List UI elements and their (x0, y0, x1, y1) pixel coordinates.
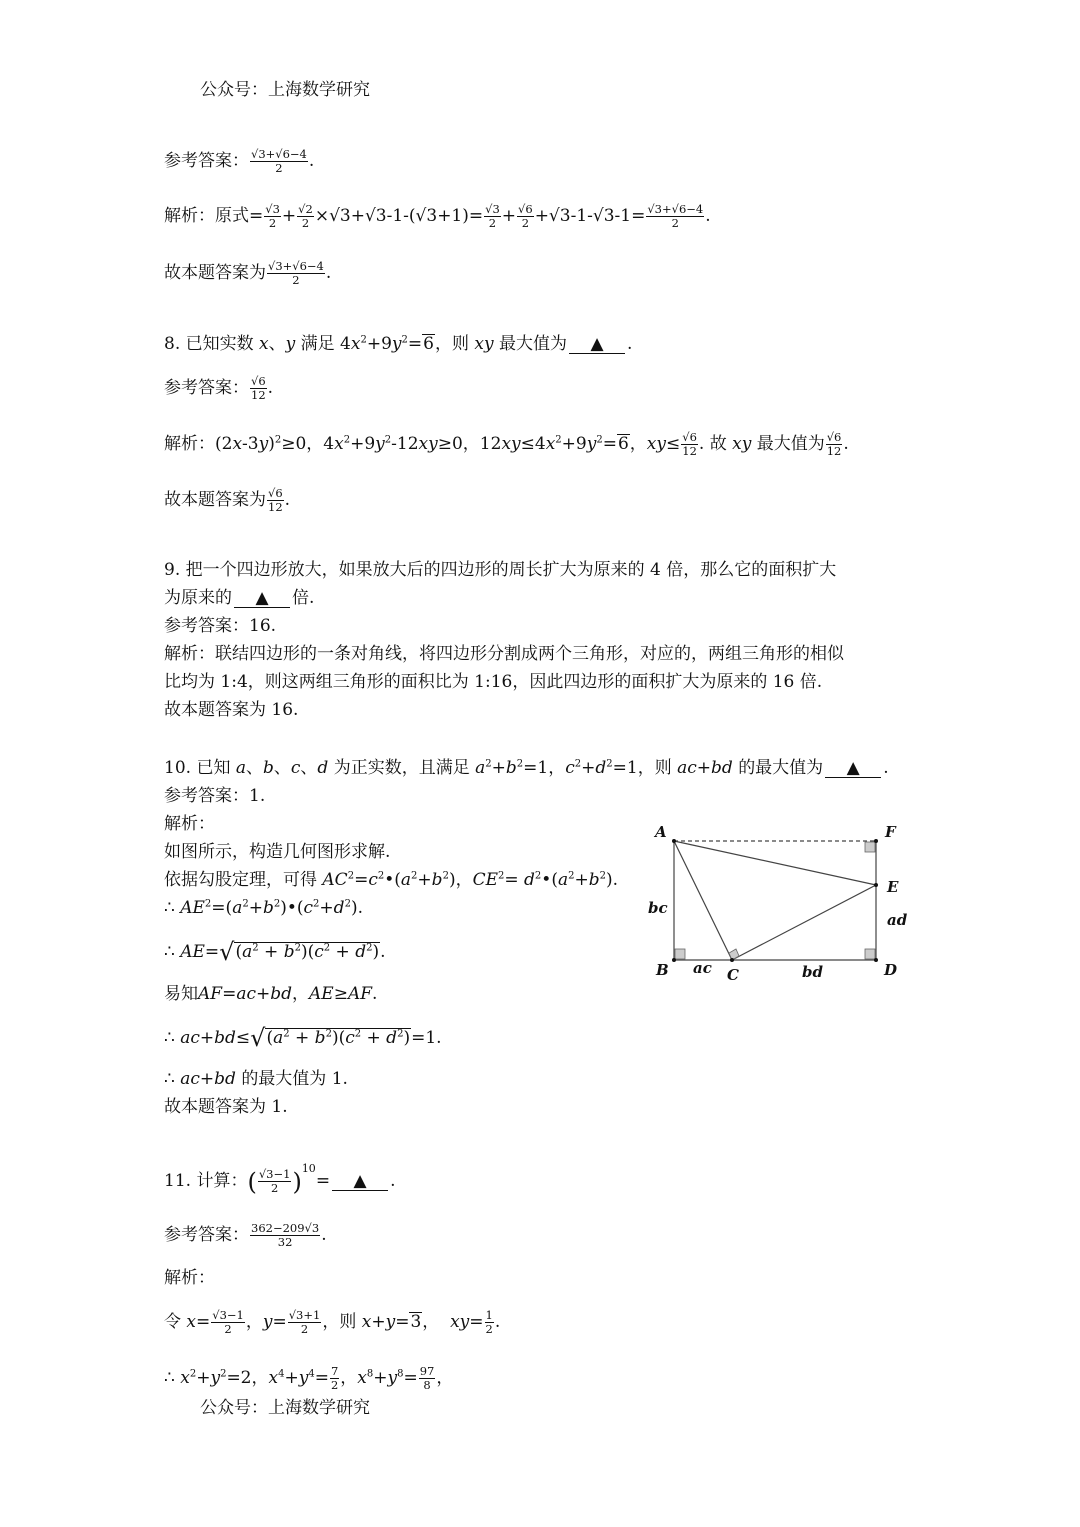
q8-final-answer: 故本题答案为 $\frac{√6}{12}$ . (164, 486, 291, 514)
label-ad: ad (887, 911, 908, 929)
q9-reference-answer: 参考答案：16. (164, 616, 277, 636)
segment-CE (732, 885, 876, 960)
q9-analysis-line1: 解析：联结四边形的一条对角线，将四边形分割成两个三角形，对应的，两组三角形的相似 (164, 644, 844, 664)
right-angle-F (865, 842, 875, 852)
q10-analysis-line7: ∴ ac+bd 的最大值为 1. (164, 1069, 348, 1089)
label-C: C (727, 966, 739, 984)
q10-analysis-line2: 依据勾股定理，可得 $AC^2=c^2•(a^2+b^2)$，$CE^2=$ $d^2•(a^2+b^2)$. (164, 870, 619, 890)
point-B (672, 958, 676, 962)
q10-stem: 10. 已知 a、b、c、d 为正实数，且满足 $a^2+b^2=1$，$c^2+d^2=1$，则 ac+bd 的最大值为 ▲ . (164, 758, 889, 778)
q8-answer-blank: ▲ (569, 335, 625, 354)
q9-stem-line2: 为原来的 ▲ 倍. (164, 588, 315, 608)
q10-answer-blank: ▲ (825, 759, 881, 778)
q8-stem: 8. 已知实数 x、y 满足 $4x^2+9y^2=6$，则 xy 最大值为 ▲ . (164, 334, 633, 354)
label-A: A (655, 823, 667, 841)
point-A (672, 839, 676, 843)
right-angle-C (729, 949, 739, 960)
q10-geometry-figure (640, 815, 920, 990)
q10-analysis-line1: 如图所示，构造几何图形求解. (164, 842, 391, 862)
segment-AE (674, 841, 876, 885)
q8-reference-answer: 参考答案： $\frac{√6}{12}$ . (164, 374, 274, 402)
q8-analysis: 解析：$(2x-3y)^2\ge 0$，$4x^2+9y^2-12xy\ge 0$，$12xy\le 4x^2+9y^2=6$，xy≤ $\frac{√6}{12}$ . 故 xy 最大值为 $\frac{√6}{12}$ . (164, 430, 849, 458)
q9-answer-blank: ▲ (234, 589, 290, 608)
page-footer: 公众号：上海数学研究 (200, 1398, 370, 1418)
point-D (874, 958, 878, 962)
q11-analysis-line2: ∴ $x^2+y^2=2$，$x^4+y^4=$ $\frac{7}{2}$ ，$x^8+y^8=$ $\frac{97}{8}$ ， (164, 1364, 454, 1392)
label-bc: bc (648, 899, 668, 917)
q10-analysis-line5: 易知AF=ac+bd，AE≥AF. (164, 984, 378, 1004)
q11-analysis-line1: 令 x= $\frac{√3-1}{2}$ ，y= $\frac{√3+1}{2}$ ，则 x+y=3， xy= $\frac{1}{2}$ . (164, 1308, 501, 1336)
segment-AC (674, 841, 732, 960)
page-header: 公众号：上海数学研究 (200, 80, 370, 100)
q10-analysis-line3: ∴ $AE^2=(a^2+b^2)•(c^2+d^2)$. (164, 898, 363, 918)
q11-answer-blank: ▲ (332, 1172, 388, 1191)
q7-answer-fraction: $\frac{√3+√6-4}{2}$ (251, 147, 307, 175)
q10-analysis-label: 解析： (164, 814, 215, 834)
point-F (874, 839, 878, 843)
right-angle-D (865, 949, 875, 959)
q10-analysis-line6: ∴ $ac+bd\le√(a^2 + b^2)(c^2 + d^2)=1$. (164, 1024, 442, 1052)
point-C (730, 958, 734, 962)
point-E (874, 883, 878, 887)
q10-final-answer: 故本题答案为 1. (164, 1097, 288, 1117)
q9-stem-line1: 9. 把一个四边形放大，如果放大后的四边形的周长扩大为原来的 4 倍，那么它的面积扩大 (164, 560, 837, 580)
label-bd: bd (802, 963, 823, 981)
q7-analysis: 解析：原式= $\frac{√3}{2}$ + $\frac{√2}{2}$ ×√3+√3-1-(√3+1)= $\frac{√3}{2}$ + $\frac{√6}{2}$ +√3-1-√3-1= $\frac{√3+√6-4}{2}$ . (164, 202, 711, 230)
q7-final-answer: 故本题答案为 $\frac{√3+√6-4}{2}$ . (164, 259, 332, 287)
q11-stem: 11. 计算：( $\frac{√3-1}{2}$ )$^{10}$= ▲ . (164, 1162, 396, 1196)
label-D: D (884, 961, 898, 979)
q11-analysis-label: 解析： (164, 1268, 215, 1288)
label-E: E (887, 878, 899, 896)
q11-reference-answer: 参考答案： $\frac{362-209√3}{32}$ . (164, 1221, 327, 1249)
q10-analysis-line4: ∴ $AE=√(a^2 + b^2)(c^2 + d^2)$. (164, 938, 386, 966)
q9-analysis-line2: 比均为 1:4，则这两组三角形的面积比为 1:16，因此四边形的面积扩大为原来的 16 倍. (164, 672, 823, 692)
q7-reference-answer: 参考答案： $\frac{√3+√6-4}{2}$ . (164, 147, 315, 175)
label-ac: ac (693, 959, 712, 977)
q10-reference-answer: 参考答案：1. (164, 786, 266, 806)
label-B: B (656, 961, 669, 979)
label-F: F (885, 823, 896, 841)
q9-final-answer: 故本题答案为 16. (164, 700, 299, 720)
right-angle-B (675, 949, 685, 959)
